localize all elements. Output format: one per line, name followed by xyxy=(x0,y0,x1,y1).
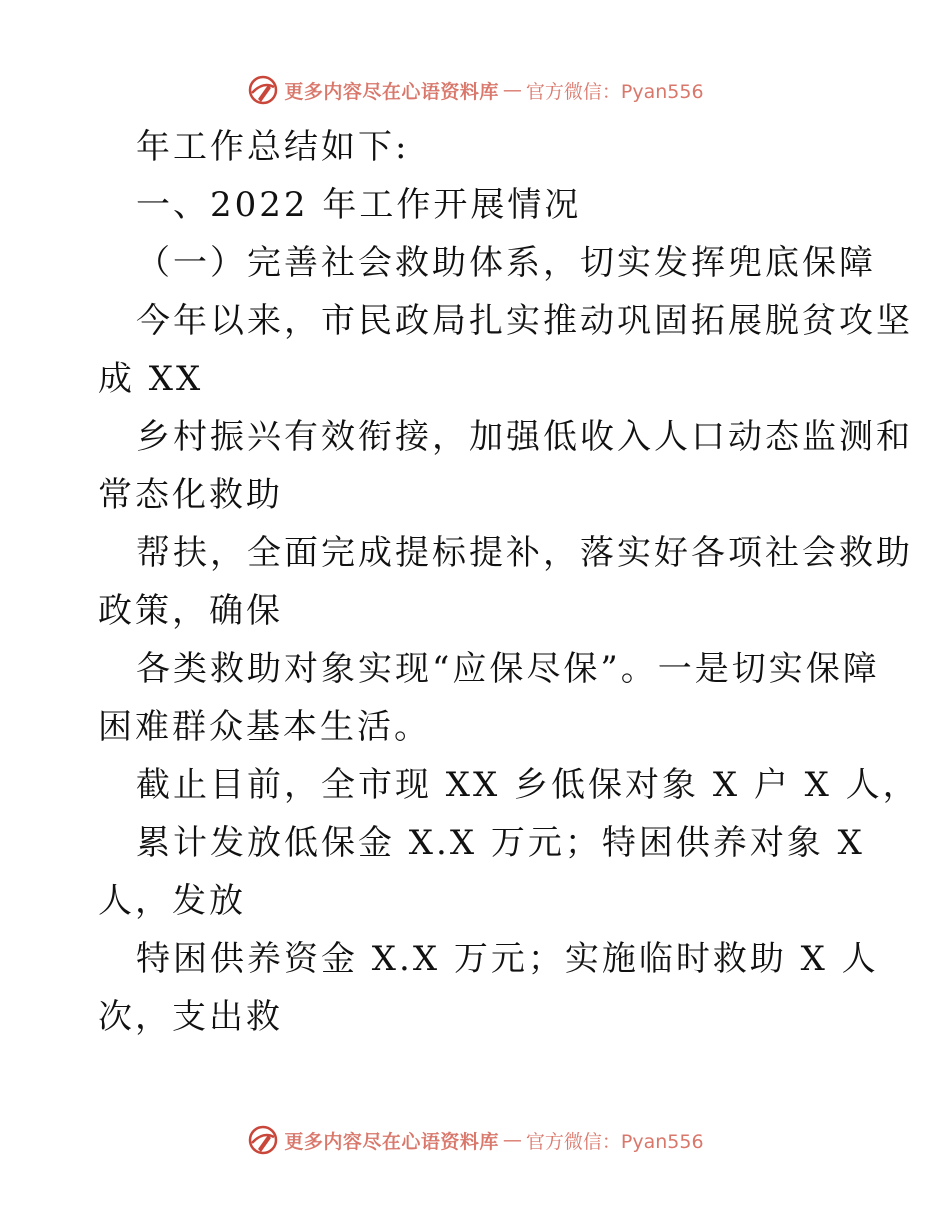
text-line: 人，发放 xyxy=(98,881,246,921)
text-line: 今年以来，市民政局扎实推动巩固拓展脱贫攻坚 xyxy=(136,301,913,341)
footer-watermark-banner xyxy=(0,1120,950,1160)
text-line: 次，支出救 xyxy=(98,997,283,1037)
banner-title: 更多内容尽在心语资料库 xyxy=(284,80,499,103)
text-line: 特困供养资金 X.X 万元；实施临时救助 X 人 xyxy=(136,939,879,979)
text-line: 困难群众基本生活。 xyxy=(98,707,431,747)
banner-wechat-id: 官方微信：Pyan556 xyxy=(525,80,704,103)
text-line: 帮扶，全面完成提标提补，落实好各项社会救助 xyxy=(136,533,913,573)
text-line: 截止目前，全市现 XX 乡低保对象 X 户 X 人， xyxy=(136,765,920,805)
text-line: 年工作总结如下: xyxy=(136,127,410,167)
text-line: 累计发放低保金 X.X 万元；特困供养对象 X xyxy=(136,823,865,863)
text-line: 各类救助对象实现“应保尽保”。一是切实保障 xyxy=(136,649,880,689)
pen-nib-logo-icon xyxy=(246,1123,280,1157)
text-line: 乡村振兴有效衔接，加强低收入人口动态监测和 xyxy=(136,417,913,457)
text-line: 政策，确保 xyxy=(98,591,283,631)
banner-separator: — xyxy=(502,79,522,101)
pen-nib-logo-icon xyxy=(246,73,280,107)
subsection-heading: （一）完善社会救助体系，切实发挥兜底保障 xyxy=(136,243,876,283)
section-heading: 一、2022 年工作开展情况 xyxy=(136,185,582,225)
text-line: 成 XX xyxy=(98,359,204,399)
document-body xyxy=(98,118,920,1046)
banner-title: 更多内容尽在心语资料库 xyxy=(284,1130,499,1153)
banner-separator: — xyxy=(502,1129,522,1151)
text-line: 常态化救助 xyxy=(98,475,283,515)
header-watermark-banner xyxy=(0,70,950,110)
banner-wechat-id: 官方微信：Pyan556 xyxy=(525,1130,704,1153)
